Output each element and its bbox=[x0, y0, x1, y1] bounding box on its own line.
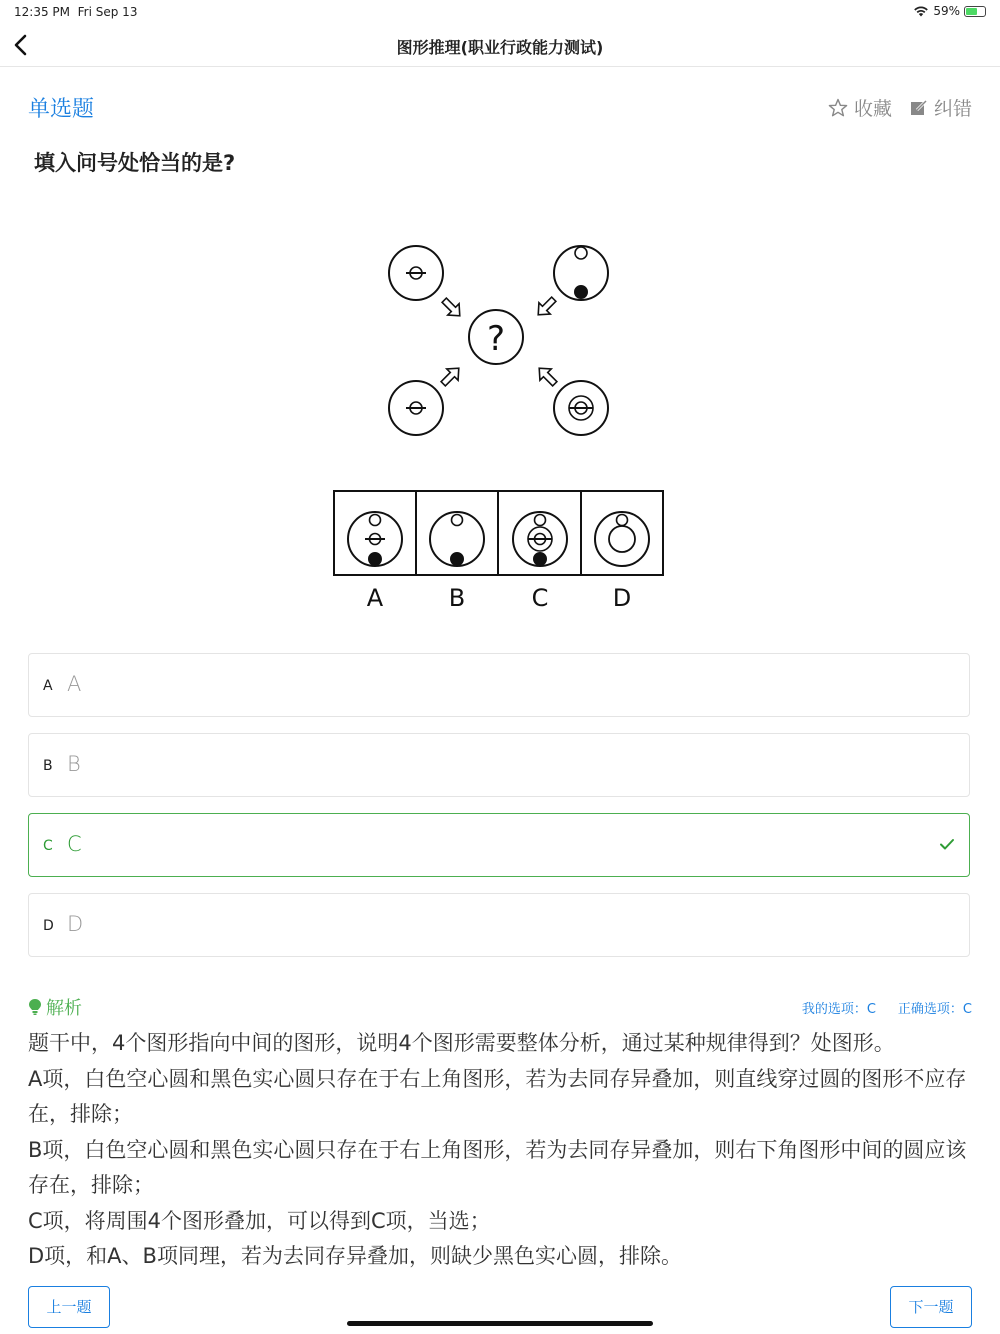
arrow-top-right bbox=[533, 294, 560, 321]
answer-summary bbox=[802, 998, 972, 1017]
status-indicators bbox=[913, 4, 986, 18]
analysis-text bbox=[28, 1026, 972, 1275]
analysis-paragraph: B项，白色空心圆和黑色实心圆只存在于右上角图形，若为去同存异叠加，则右下角图形中间的圆应该存在，排除； bbox=[28, 1137, 967, 1197]
my-answer: 我的选项：C bbox=[801, 1002, 876, 1017]
figure-bottom-right bbox=[554, 381, 608, 435]
option-figure-a bbox=[348, 512, 402, 566]
figure-top-right bbox=[554, 246, 608, 300]
option-a[interactable] bbox=[28, 653, 970, 717]
option-letter: C bbox=[43, 838, 53, 854]
status-time bbox=[14, 5, 137, 19]
arrow-bottom-left bbox=[438, 363, 465, 390]
correct-answer: 正确选项：C bbox=[897, 1002, 972, 1017]
arrow-bottom-right bbox=[534, 363, 561, 390]
status-date-text: Fri Sep 13 bbox=[77, 5, 138, 19]
analysis-paragraph: A项，白色空心圆和黑色实心圆只存在于右上角图形，若为去同存异叠加，则直线穿过圆的图形不应存在，排除； bbox=[28, 1066, 967, 1126]
option-figure-b bbox=[430, 512, 484, 566]
favorite-label: 收藏 bbox=[853, 98, 892, 120]
prev-question-button[interactable]: 上一题 bbox=[28, 1286, 110, 1328]
figure-top-left bbox=[389, 246, 443, 300]
battery-icon bbox=[964, 6, 986, 17]
figure-label-c: C bbox=[531, 584, 549, 612]
analysis-paragraph: D项，和A、B项同理，若为去同存异叠加，则缺少黑色实心圆，排除。 bbox=[28, 1244, 682, 1268]
next-question-button[interactable]: 下一题 bbox=[890, 1286, 972, 1328]
option-text: A bbox=[67, 672, 82, 696]
page-title: 图形推理(职业行政能力测试) bbox=[396, 38, 604, 57]
figure-question-mark: ? bbox=[486, 319, 506, 359]
arrow-top-left bbox=[439, 295, 466, 322]
favorite-button[interactable] bbox=[828, 94, 892, 121]
figure-label-d: D bbox=[612, 584, 632, 612]
report-error-label: 纠错 bbox=[933, 98, 972, 120]
option-b[interactable] bbox=[28, 733, 970, 797]
option-letter: B bbox=[43, 758, 53, 774]
nav-bar bbox=[0, 24, 1000, 67]
option-figure-d bbox=[595, 512, 649, 566]
analysis-title: 解析 bbox=[46, 998, 82, 1019]
wifi-icon bbox=[913, 5, 929, 17]
lightbulb-icon bbox=[28, 998, 42, 1016]
option-text: B bbox=[67, 752, 81, 776]
figure-label-a: A bbox=[366, 584, 384, 612]
option-figure-c bbox=[513, 512, 567, 566]
star-icon bbox=[828, 98, 848, 118]
checkmark-icon bbox=[939, 836, 955, 852]
figure-label-b: B bbox=[448, 584, 466, 612]
option-d[interactable] bbox=[28, 893, 970, 957]
question-actions bbox=[828, 94, 972, 121]
option-letter: A bbox=[43, 678, 53, 694]
option-c[interactable] bbox=[28, 813, 970, 877]
option-text: D bbox=[67, 912, 84, 936]
report-error-button[interactable] bbox=[910, 94, 972, 121]
option-text: C bbox=[67, 832, 82, 856]
edit-icon bbox=[910, 99, 928, 117]
status-bar bbox=[0, 0, 1000, 24]
battery-percent: 59% bbox=[933, 4, 960, 18]
question-type-label: 单选题 bbox=[28, 97, 95, 122]
analysis-paragraph: 题干中，4个图形指向中间的图形，说明4个图形需要整体分析，通过某种规律得到？处图形。 bbox=[28, 1031, 895, 1055]
option-letter: D bbox=[43, 918, 54, 934]
figure-bottom-left bbox=[389, 381, 443, 435]
analysis-paragraph: C项，将周围4个图形叠加，可以得到C项，当选； bbox=[28, 1208, 491, 1233]
status-time-text: 12:35 PM bbox=[14, 5, 70, 19]
analysis-header bbox=[28, 994, 82, 1020]
battery-level bbox=[966, 8, 977, 15]
home-indicator[interactable] bbox=[347, 1321, 653, 1326]
puzzle-figure bbox=[320, 230, 680, 620]
question-text: 填入问号处恰当的是? bbox=[34, 151, 236, 175]
